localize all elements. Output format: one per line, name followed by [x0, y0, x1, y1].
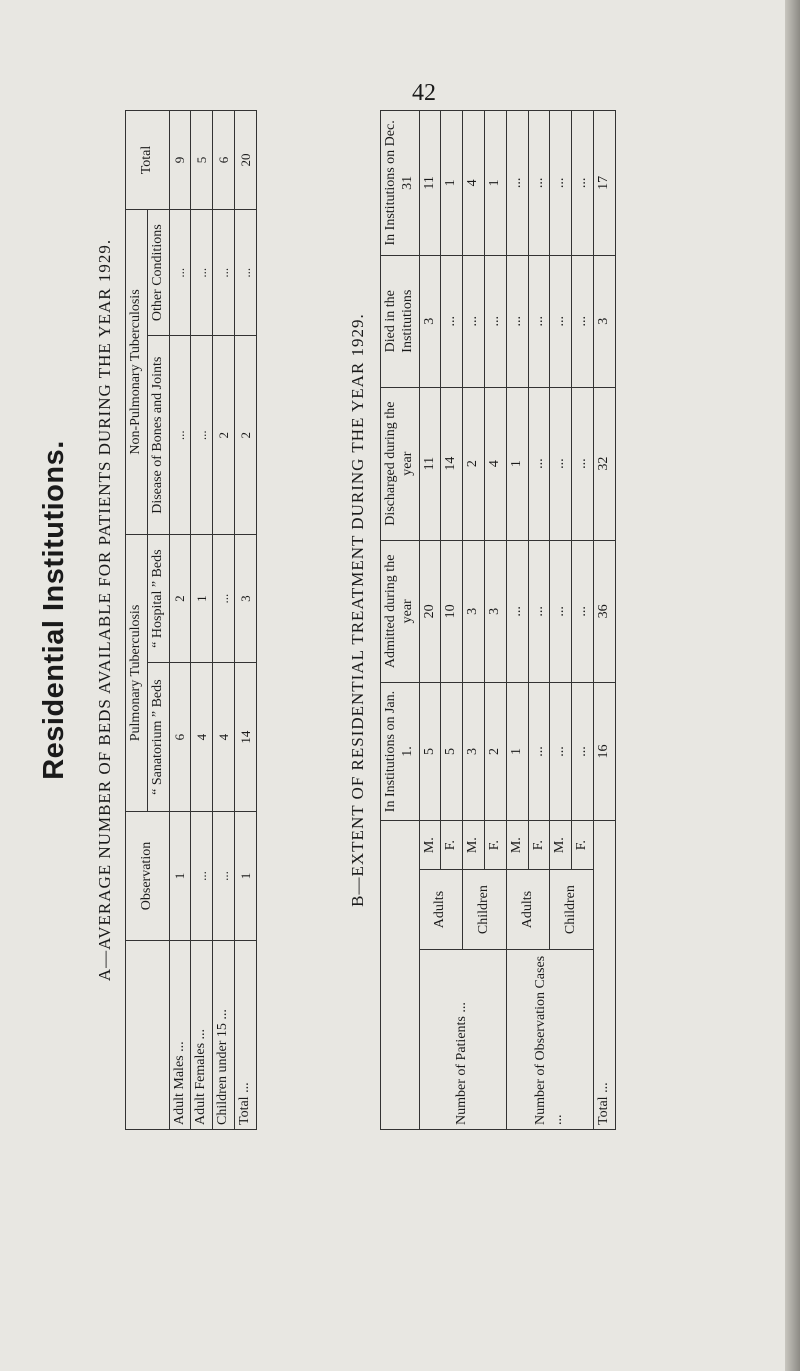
- group-label-patients: Number of Patients ...: [419, 949, 506, 1129]
- cell-total: 9: [169, 111, 191, 210]
- rotated-page: [20, 60, 780, 1160]
- cell-discharged: 2: [463, 387, 485, 540]
- cell-admitted: ...: [572, 540, 594, 682]
- cell-hospital: ...: [213, 534, 235, 662]
- table-a-corner: [126, 941, 170, 1130]
- total-label: Total ...: [593, 821, 615, 1130]
- table-a-header-row-1: [126, 111, 148, 1130]
- cell-other: ...: [234, 210, 256, 337]
- cell-in-dec: ...: [506, 111, 528, 256]
- header-sanatorium-beds: “ Sanatorium ” Beds: [147, 663, 169, 812]
- table-b-header-row: [381, 111, 420, 1130]
- cell-observation: ...: [213, 812, 235, 941]
- cell-other: ...: [213, 210, 235, 337]
- table-row-total: [593, 111, 615, 1130]
- cell-in-jan: 5: [419, 683, 441, 821]
- cell-died: ...: [484, 255, 506, 387]
- cell-died: ...: [463, 255, 485, 387]
- sex-label: F.: [528, 821, 550, 870]
- table-a-title: A—AVERAGE NUMBER OF BEDS AVAILABLE FOR PATIENTS DURING THE YEAR 1929.: [95, 238, 114, 982]
- header-hospital-beds: “ Hospital ” Beds: [147, 534, 169, 662]
- cell-in-jan: 5: [441, 683, 463, 821]
- cell-admitted: 36: [593, 540, 615, 682]
- header-bones-joints: Disease of Bones and Joints: [147, 336, 169, 534]
- table-row: [191, 111, 213, 1130]
- cell-died: 3: [419, 255, 441, 387]
- cell-bones-joints: 2: [234, 336, 256, 534]
- cell-discharged: 1: [506, 387, 528, 540]
- cell-died: ...: [528, 255, 550, 387]
- cell-hospital: 2: [169, 534, 191, 662]
- sex-label: M.: [463, 821, 485, 870]
- cell-bones-joints: 2: [213, 336, 235, 534]
- cell-discharged: ...: [572, 387, 594, 540]
- cell-other: ...: [169, 210, 191, 337]
- header-non-pulmonary: Non-Pulmonary Tuberculosis: [126, 210, 148, 535]
- table-b-title: B—EXTENT OF RESIDENTIAL TREATMENT DURING THE YEAR 1929.: [348, 313, 367, 907]
- page-number: 42: [412, 80, 436, 106]
- page-title: Residential Institutions.: [38, 440, 70, 780]
- cell-admitted: 3: [463, 540, 485, 682]
- table-row: [169, 111, 191, 1130]
- cell-observation: ...: [191, 812, 213, 941]
- cell-admitted: 20: [419, 540, 441, 682]
- sex-label: M.: [419, 821, 441, 870]
- cell-total: 5: [191, 111, 213, 210]
- cell-died: ...: [550, 255, 572, 387]
- cell-in-dec: ...: [572, 111, 594, 256]
- cell-in-jan: 2: [484, 683, 506, 821]
- sex-label: M.: [550, 821, 572, 870]
- header-total: Total: [126, 111, 170, 210]
- cell-discharged: ...: [528, 387, 550, 540]
- cell-in-dec: ...: [550, 111, 572, 256]
- row-label: Total ...: [234, 941, 256, 1130]
- cell-admitted: ...: [550, 540, 572, 682]
- sex-label: F.: [572, 821, 594, 870]
- group-label-observation: Number of Observation Cases ...: [506, 949, 593, 1129]
- page-edge-shadow: [785, 0, 800, 1371]
- table-b-corner: [381, 821, 420, 1130]
- row-label: Adult Females ...: [191, 941, 213, 1130]
- table-row-total: [234, 111, 256, 1130]
- cell-sanatorium: 4: [213, 663, 235, 812]
- sex-label: F.: [441, 821, 463, 870]
- cell-bones-joints: ...: [169, 336, 191, 534]
- cell-in-jan: 1: [506, 683, 528, 821]
- cell-discharged: 32: [593, 387, 615, 540]
- cell-in-dec: 4: [463, 111, 485, 256]
- cell-admitted: ...: [506, 540, 528, 682]
- header-in-dec: In Institutions on Dec. 31: [381, 111, 420, 256]
- subgroup-label: Adults: [506, 870, 550, 950]
- table-a: [125, 110, 257, 1130]
- table-row: [213, 111, 235, 1130]
- header-observation: Observation: [126, 812, 170, 941]
- cell-in-dec: ...: [528, 111, 550, 256]
- header-discharged: Discharged during the year: [381, 387, 420, 540]
- cell-discharged: 11: [419, 387, 441, 540]
- header-other-conditions: Other Conditions: [147, 210, 169, 337]
- subgroup-label: Adults: [419, 870, 463, 950]
- cell-in-dec: 11: [419, 111, 441, 256]
- cell-died: ...: [441, 255, 463, 387]
- header-in-jan: In Institutions on Jan. 1.: [381, 683, 420, 821]
- cell-bones-joints: ...: [191, 336, 213, 534]
- header-pulmonary: Pulmonary Tuberculosis: [126, 534, 148, 811]
- cell-in-jan: 16: [593, 683, 615, 821]
- subgroup-label: Children: [550, 870, 594, 950]
- subgroup-label: Children: [463, 870, 507, 950]
- cell-admitted: 10: [441, 540, 463, 682]
- cell-discharged: 14: [441, 387, 463, 540]
- cell-hospital: 3: [234, 534, 256, 662]
- cell-observation: 1: [234, 812, 256, 941]
- cell-admitted: 3: [484, 540, 506, 682]
- row-label: Children under 15 ...: [213, 941, 235, 1130]
- cell-admitted: ...: [528, 540, 550, 682]
- cell-total: 6: [213, 111, 235, 210]
- cell-in-dec: 17: [593, 111, 615, 256]
- table-b: [380, 110, 616, 1130]
- cell-hospital: 1: [191, 534, 213, 662]
- cell-other: ...: [191, 210, 213, 337]
- cell-observation: 1: [169, 812, 191, 941]
- cell-sanatorium: 6: [169, 663, 191, 812]
- cell-died: 3: [593, 255, 615, 387]
- table-row: [419, 111, 441, 1130]
- cell-in-dec: 1: [484, 111, 506, 256]
- sex-label: F.: [484, 821, 506, 870]
- cell-in-dec: 1: [441, 111, 463, 256]
- cell-died: ...: [506, 255, 528, 387]
- cell-sanatorium: 4: [191, 663, 213, 812]
- table-row: [506, 111, 528, 1130]
- cell-total: 20: [234, 111, 256, 210]
- cell-discharged: ...: [550, 387, 572, 540]
- cell-in-jan: ...: [550, 683, 572, 821]
- header-died: Died in the Institutions: [381, 255, 420, 387]
- cell-died: ...: [572, 255, 594, 387]
- sex-label: M.: [506, 821, 528, 870]
- header-admitted: Admitted during the year: [381, 540, 420, 682]
- cell-in-jan: ...: [572, 683, 594, 821]
- cell-in-jan: ...: [528, 683, 550, 821]
- cell-discharged: 4: [484, 387, 506, 540]
- cell-sanatorium: 14: [234, 663, 256, 812]
- row-label: Adult Males ...: [169, 941, 191, 1130]
- cell-in-jan: 3: [463, 683, 485, 821]
